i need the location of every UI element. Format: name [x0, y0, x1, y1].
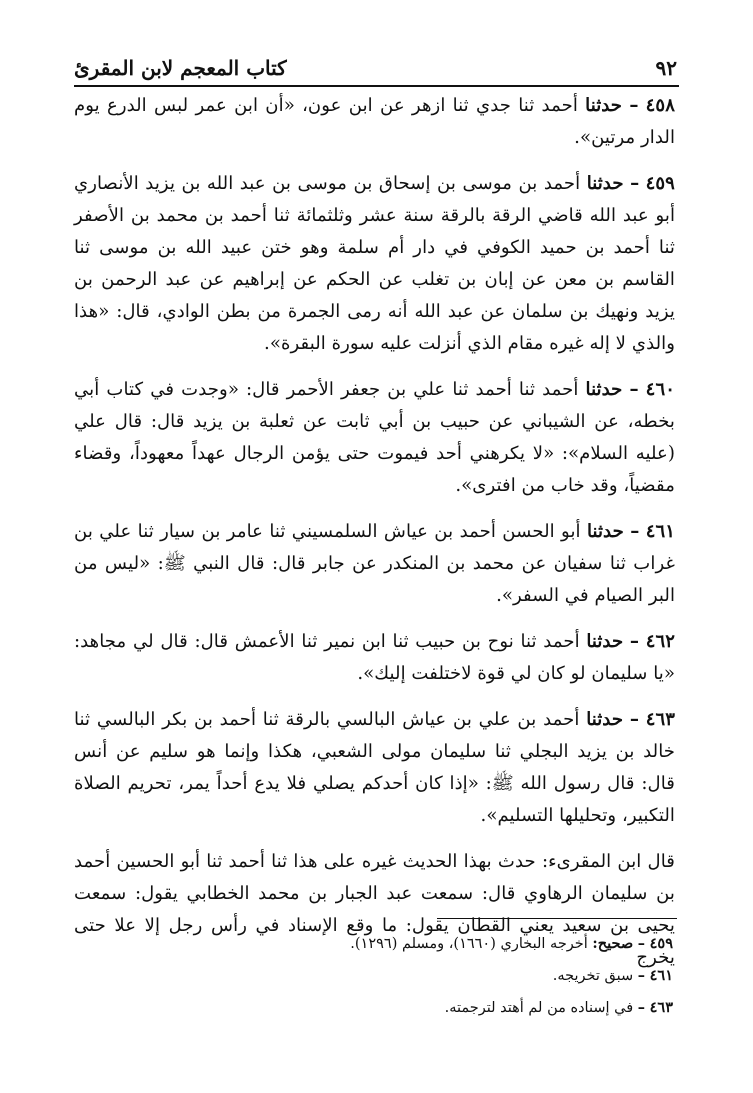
- footnote: ٤٥٩ – صحيح: أخرجه البخاري (١٦٦٠)، ومسلم (١٢٩٦).: [350, 935, 673, 952]
- footnote-lead: صحيح:: [592, 935, 634, 952]
- footnotes: [74, 928, 673, 1024]
- footnote-number: ٤٦١: [649, 967, 673, 984]
- hadith-lead: حدثنا: [586, 521, 624, 542]
- closing-paragraph: قال ابن المقرىء: حدث بهذا الحديث غيره على هذا ثنا أحمد ثنا أبو الحسين أحمد بن سليمان الرهاوي قال: سمعت عبد الجبار بن محمد الخطابي يقول: سمعت يحيى بن سعيد يعني القطان يقول: ما وقع الإسناد في رأس رجل إلا علا حتى يخرج: [74, 851, 675, 968]
- hadith-lead: حدثنا: [586, 631, 624, 652]
- hadith-number: ٤٦٠: [645, 379, 675, 400]
- footnote-text: سبق تخريجه.: [552, 968, 634, 984]
- book-title: كتاب المعجم لابن المقرئ: [74, 56, 287, 80]
- hadith-text: أحمد بن موسى بن إسحاق بن موسى بن عبد الله بن يزيد الأنصاري أبو عبد الله قاضي الرقة بالرقة سنة عشر وثلثمائة ثنا أحمد بن محمد بن الأصفر ثنا أحمد بن حميد الكوفي في دار أم سلمة وهو ختن عبيد الله بن موسى ثنا القاسم بن معن عن إبان بن تغلب عن الحكم عن إبراهيم عن عبد الرحمن بن يزيد ونهيك بن سلمان عن عبد الله أنه رمى الجمرة من بطن الوادي، قال: «هذا والذي لا إله غيره مقام الذي أنزلت عليه سورة البقرة».: [74, 173, 675, 354]
- hadith-entry: ٤٥٨ – حدثنا أحمد ثنا جدي ثنا ازهر عن ابن عون، «أن ابن عمر لبس الدرع يوم الدار مرتين».: [74, 95, 675, 148]
- hadith-number: ٤٦٢: [645, 631, 675, 652]
- hadith-entry: ٤٥٩ – حدثنا أحمد بن موسى بن إسحاق بن موسى بن عبد الله بن يزيد الأنصاري أبو عبد الله قاضي الرقة بالرقة سنة عشر وثلثمائة ثنا أحمد بن محمد بن الأصفر ثنا أحمد بن حميد الكوفي في دار أم سلمة وهو ختن عبيد الله بن موسى ثنا القاسم بن معن عن إبان بن تغلب عن الحكم عن إبراهيم عن عبد الرحمن بن يزيد ونهيك بن سلمان عن عبد الله أنه رمى الجمرة من بطن الوادي، قال: «هذا والذي لا إله غيره مقام الذي أنزلت عليه سورة البقرة».: [74, 173, 675, 354]
- page-header: [74, 46, 677, 80]
- hadith-number: ٤٦١: [645, 521, 675, 542]
- hadith-entry: ٤٦٢ – حدثنا أحمد ثنا نوح بن حبيب ثنا ابن نمير ثنا الأعمش قال: قال لي مجاهد: «يا سليمان لو كان لي قوة لاختلفت إليك».: [74, 631, 675, 684]
- hadith-text: أحمد ثنا أحمد ثنا علي بن جعفر الأحمر قال: «وجدت في كتاب أبي بخطه، عن الشيباني عن حبيب بن أبي ثابت عن ثعلبة بن يزيد قال: قال علي (عليه السلام»: «لا يكرهني أحد فيموت حتى يؤمن الرجال عهداً معهوداً، وقضاء مقضياً، وقد خاب من افترى».: [74, 379, 675, 496]
- footnote-number: ٤٦٣: [649, 999, 673, 1016]
- hadith-lead: حدثنا: [586, 173, 624, 194]
- footnote: ٤٦٣ – في إسناده من لم أهتد لترجمته.: [444, 999, 673, 1016]
- hadith-text: أحمد ثنا جدي ثنا ازهر عن ابن عون، «أن ابن عمر لبس الدرع يوم الدار مرتين».: [74, 95, 675, 148]
- hadith-entry: ٤٦١ – حدثنا أبو الحسن أحمد بن عياش السلمسيني ثنا عامر بن سيار ثنا علي بن غراب ثنا سفيان عن محمد بن المنكدر عن جابر قال: قال النبي ﷺ: «ليس من البر الصيام في السفر».: [74, 521, 675, 606]
- footnote-rule: [437, 918, 677, 919]
- header-rule: [74, 85, 679, 87]
- main-text: [74, 90, 675, 974]
- hadith-lead: حدثنا: [585, 379, 623, 400]
- hadith-entry: ٤٦٠ – حدثنا أحمد ثنا أحمد ثنا علي بن جعفر الأحمر قال: «وجدت في كتاب أبي بخطه، عن الشيباني عن حبيب بن أبي ثابت عن ثعلبة بن يزيد قال: قال علي (عليه السلام»: «لا يكرهني أحد فيموت حتى يؤمن الرجال عهداً معهوداً، وقضاء مقضياً، وقد خاب من افترى».: [74, 379, 675, 496]
- footnote-number: ٤٥٩: [649, 935, 673, 952]
- hadith-lead: حدثنا: [586, 709, 624, 730]
- hadith-number: ٤٥٩: [645, 173, 675, 194]
- hadith-number: ٤٦٣: [645, 709, 675, 730]
- footnote-text: أخرجه البخاري (١٦٦٠)، ومسلم (١٢٩٦).: [350, 936, 588, 952]
- page-number: ٩٢: [655, 56, 677, 80]
- hadith-text: أبو الحسن أحمد بن عياش السلمسيني ثنا عامر بن سيار ثنا علي بن غراب ثنا سفيان عن محمد بن المنكدر عن جابر قال: قال النبي ﷺ: «ليس من البر الصيام في السفر».: [74, 521, 675, 606]
- hadith-text: أحمد ثنا نوح بن حبيب ثنا ابن نمير ثنا الأعمش قال: قال لي مجاهد: «يا سليمان لو كان لي قوة لاختلفت إليك».: [74, 631, 675, 684]
- hadith-entry: ٤٦٣ – حدثنا أحمد بن علي بن عياش البالسي بالرقة ثنا أحمد بن بكر البالسي ثنا خالد بن يزيد البجلي ثنا سليمان مولى الشعبي، هكذا وإنما هو سليم عن أنس قال: قال رسول الله ﷺ: «إذا كان أحدكم يصلي فلا يدع أحداً يمر، تحريم الصلاة التكبير، وتحليلها التسليم».: [74, 709, 675, 826]
- hadith-lead: حدثنا: [585, 95, 623, 116]
- footnote: ٤٦١ – سبق تخريجه.: [552, 967, 673, 984]
- footnote-text: في إسناده من لم أهتد لترجمته.: [444, 1000, 634, 1016]
- hadith-text: أحمد بن علي بن عياش البالسي بالرقة ثنا أحمد بن بكر البالسي ثنا خالد بن يزيد البجلي ثنا سليمان مولى الشعبي، هكذا وإنما هو سليم عن أنس قال: قال رسول الله ﷺ: «إذا كان أحدكم يصلي فلا يدع أحداً يمر، تحريم الصلاة التكبير، وتحليلها التسليم».: [74, 709, 675, 826]
- hadith-number: ٤٥٨: [645, 95, 675, 116]
